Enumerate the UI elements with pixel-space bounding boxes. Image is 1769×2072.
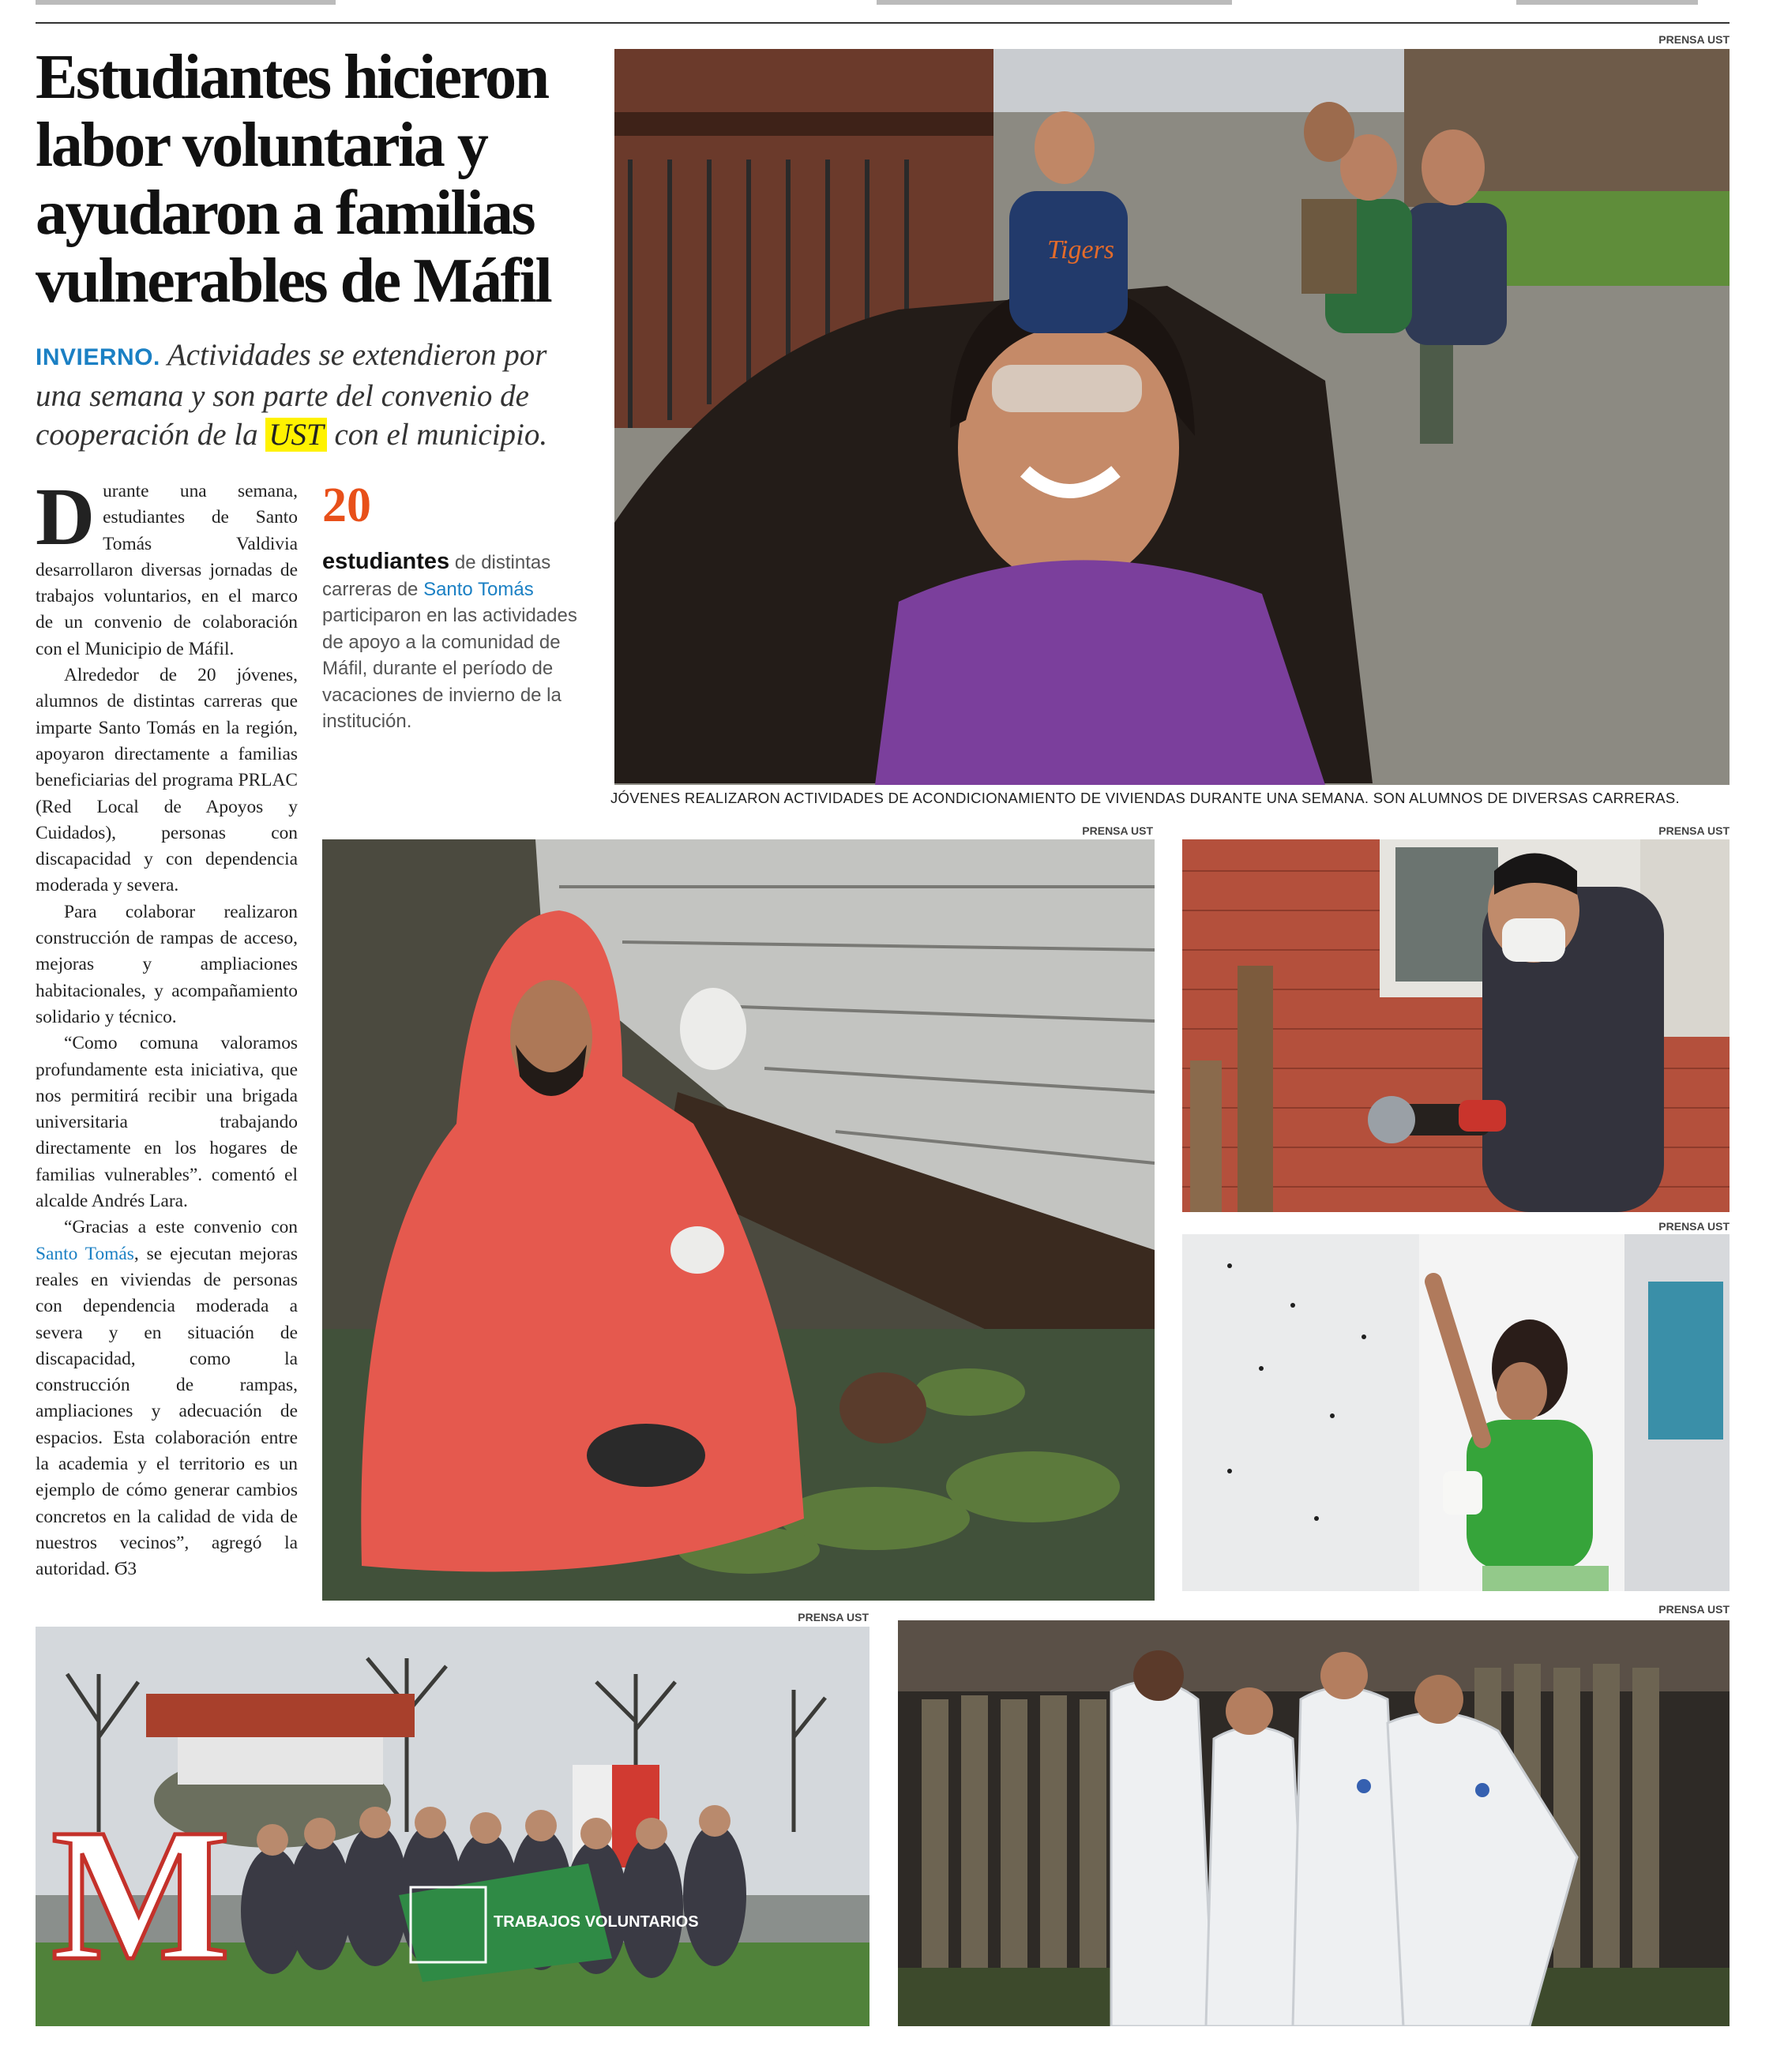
- photo-selfie-group: [614, 49, 1730, 785]
- drop-cap: D: [36, 471, 96, 562]
- photo-grinder: [1182, 839, 1730, 1212]
- header-fragment: [877, 0, 1232, 5]
- fact-bold: estudiantes: [322, 549, 450, 574]
- body-paragraph-3: Para colaborar realizaron construcción de rampas de acceso, mejoras y ampliaciones habitacionales, y acompañamiento solidario y técnico.: [36, 901, 298, 1027]
- shirt-print: Tigers: [1047, 235, 1115, 265]
- deck: [36, 336, 588, 454]
- plaza-letter: M: [51, 1789, 231, 1999]
- deck-text-end: con el municipio.: [334, 418, 548, 452]
- body-text: urante una semana, estudiantes de Santo Tomás Valdivia desarrollaron diversas jornadas de trabajos voluntarios, en el marco de un convenio de colaboración con el Municipio de Máfil.: [36, 481, 298, 659]
- photo-credit-4: PRENSA UST: [1658, 1220, 1730, 1233]
- deck-text: Actividades se extendieron por una semana y son parte del convenio de cooperación de la: [36, 338, 547, 452]
- fact-text-part: participaron en las actividades de apoyo a la comunidad de Máfil, durante el período de vacaciones de invierno de la institución.: [322, 605, 577, 732]
- santo-tomas-link: Santo Tomás: [36, 1243, 134, 1264]
- photo-painting: [1182, 1234, 1730, 1591]
- article-body: [36, 471, 298, 1582]
- photo-credit-2: PRENSA UST: [1082, 824, 1153, 837]
- body-text: “Gracias a este convenio con: [64, 1217, 298, 1238]
- body-text: , se ejecutan mejoras reales en viviendas de personas con dependencia moderada a severa y en situación de discapacidad, como la construcción de rampas, ampliaciones y adecuación de espacios. Esta colaboración entre la academia y el territorio es un ejemplo de cómo generar cambios concretos en la calidad de vida de nuestros vecinos”, agregó la autoridad.: [36, 1243, 298, 1580]
- headline: Estudiantes hicieron labor voluntaria y ayudaron a familias vulnerables de Máfil: [36, 43, 551, 316]
- body-paragraph-2: Alrededor de 20 jóvenes, alumnos de distintas carreras que imparte Santo Tomás en la región, apoyaron directamente a familias beneficiarias del programa PRLAC (Red Local de Apoyos y Cuidados), personas con discapacidad y con dependencia moderada y severa.: [36, 665, 298, 896]
- photo-white-suits: [898, 1620, 1730, 2026]
- photo-caption: JÓVENES REALIZARON ACTIVIDADES DE ACONDICIONAMIENTO DE VIVIENDAS DURANTE UNA SEMANA. SON ALUMNOS DE DIVERSAS CARRERAS.: [610, 790, 1680, 806]
- fact-text: [322, 549, 583, 735]
- body-paragraph-5: [36, 1214, 298, 1582]
- photo-credit-1: PRENSA UST: [1658, 33, 1730, 46]
- header-fragment: [1516, 0, 1698, 5]
- photo-credit-3: PRENSA UST: [1658, 824, 1730, 837]
- body-paragraph-4: “Como comuna valoramos profundamente esta iniciativa, que nos permitirá recibir una brigada universitaria trabajando directamente en los hogares de familias vulnerables”. comentó el alcalde Andrés Lara.: [36, 1033, 298, 1212]
- fact-link: Santo Tomás: [423, 578, 534, 600]
- photo-credit-6: PRENSA UST: [1658, 1603, 1730, 1616]
- banner-text: TRABAJOS VOLUNTARIOS: [494, 1913, 699, 1931]
- top-rule: [36, 22, 1730, 24]
- photo-red-poncho: [322, 839, 1155, 1601]
- photo-credit-5: PRENSA UST: [798, 1611, 869, 1623]
- body-paragraph-1: [36, 471, 298, 663]
- photo-plaza-group: [36, 1627, 869, 2026]
- fact-number: 20: [322, 479, 371, 532]
- end-mark: Ϭ3: [115, 1559, 137, 1580]
- deck-highlight: UST: [265, 418, 326, 452]
- fact-text-part: de distintas carreras de: [322, 552, 551, 600]
- header-fragment: [36, 0, 336, 5]
- deck-kicker: INVIERNO.: [36, 344, 160, 370]
